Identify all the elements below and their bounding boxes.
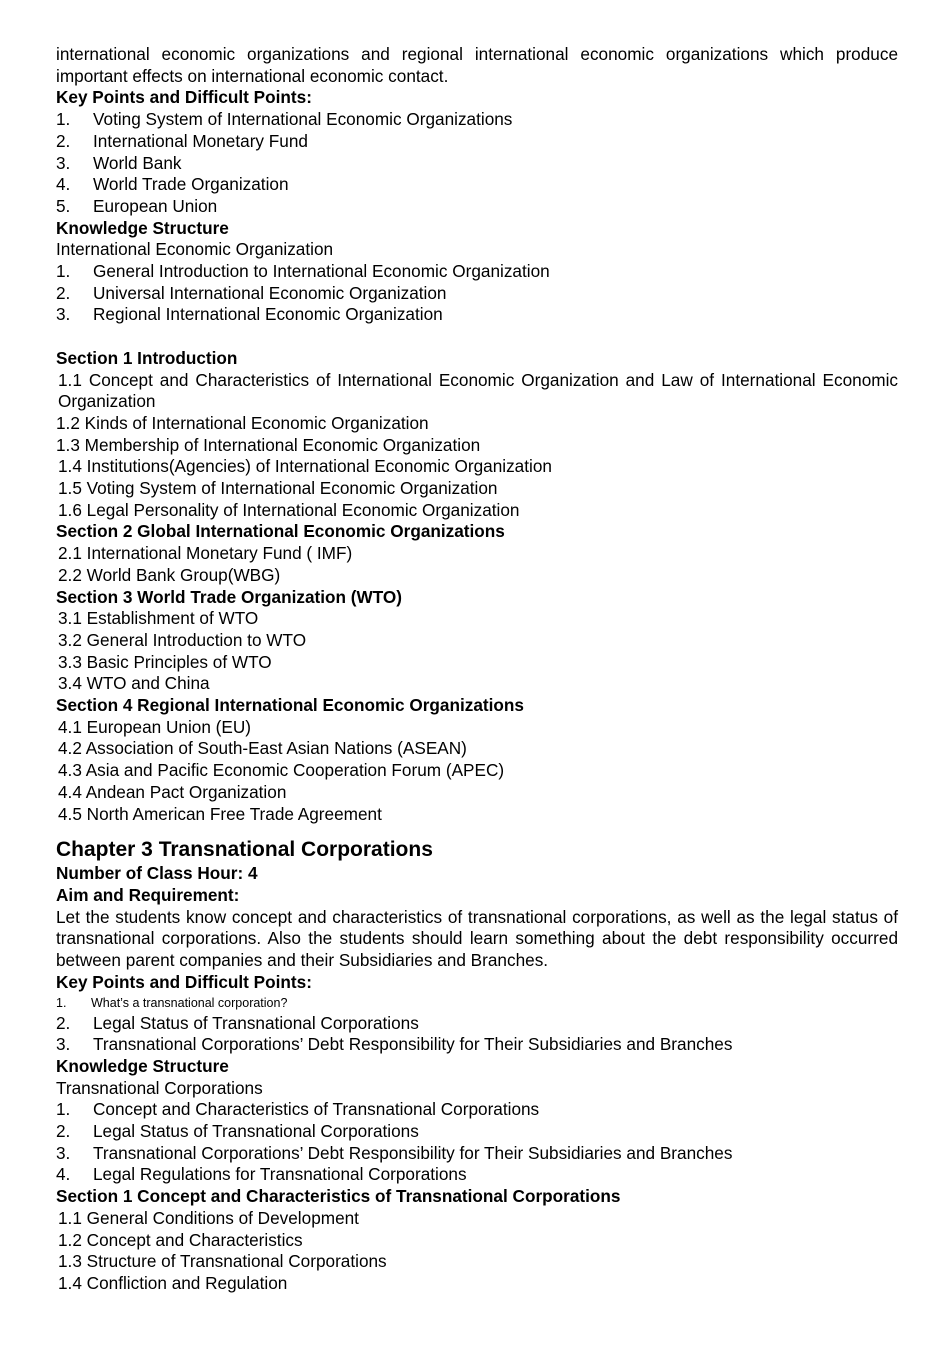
list-number: 1. [56, 995, 67, 1010]
list-item [56, 1034, 898, 1056]
list-number: 2. [56, 1121, 71, 1142]
list-item [56, 304, 898, 326]
list-text: World Bank [93, 152, 182, 173]
list-number: 3. [56, 152, 71, 173]
knowledge-structure-heading: Knowledge Structure [56, 1055, 229, 1076]
list-text: Legal Regulations for Transnational Corporations [93, 1164, 467, 1185]
list-number: 4. [56, 1164, 71, 1185]
section-item: 4.1 European Union (EU) [58, 716, 251, 737]
section-item: 4.4 Andean Pact Organization [58, 781, 287, 802]
list-text: Voting System of International Economic Organizations [93, 109, 513, 130]
section-item: 3.2 General Introduction to WTO [58, 629, 307, 650]
list-text: Legal Status of Transnational Corporations [93, 1012, 419, 1033]
list-number: 4. [56, 174, 71, 195]
list-text: Legal Status of Transnational Corporations [93, 1121, 419, 1142]
list-text: Regional International Economic Organization [93, 304, 443, 325]
section-item: 2.1 International Monetary Fund ( IMF) [58, 543, 353, 564]
list-text: European Union [93, 195, 218, 216]
knowledge-structure-title: International Economic Organization [56, 239, 334, 260]
key-points-list [56, 109, 898, 218]
section-heading: Section 1 Introduction [56, 347, 238, 368]
list-text: Concept and Characteristics of Transnational Corporations [93, 1099, 540, 1120]
list-item [56, 1143, 898, 1165]
list-item [56, 283, 898, 305]
list-number: 2. [56, 130, 71, 151]
list-text: What’s a transnational corporation? [91, 995, 288, 1010]
section-heading: Section 1 Concept and Characteristics of Transnational Corporations [56, 1186, 621, 1207]
section-heading: Section 2 Global International Economic Organizations [56, 521, 505, 542]
section-item: 1.1 General Conditions of Development [58, 1207, 359, 1228]
section-item: 1.4 Institutions(Agencies) of International Economic Organization [58, 456, 552, 477]
key-points-list [56, 996, 898, 1056]
section-item: 3.1 Establishment of WTO [58, 608, 259, 629]
list-item [56, 1121, 898, 1143]
chapter-title: Chapter 3 Transnational Corporations [56, 838, 433, 862]
section-item: 4.5 North American Free Trade Agreement [58, 803, 382, 824]
list-item [56, 1013, 898, 1035]
section-item: 3.3 Basic Principles of WTO [58, 651, 272, 672]
section-item: 1.2 Concept and Characteristics [58, 1229, 303, 1250]
list-text: Transnational Corporations’ Debt Responsibility for Their Subsidiaries and Branches [93, 1034, 733, 1055]
list-item [56, 1099, 898, 1121]
list-text: International Monetary Fund [93, 130, 308, 151]
section-item: 3.4 WTO and China [58, 673, 210, 694]
spacer [56, 825, 898, 837]
list-item [56, 153, 898, 175]
section-item: 1.5 Voting System of International Economic Organization [58, 478, 498, 499]
knowledge-structure-heading: Knowledge Structure [56, 217, 229, 238]
section-item: 4.3 Asia and Pacific Economic Cooperation Forum (APEC) [58, 760, 505, 781]
list-item [56, 996, 898, 1011]
list-item [56, 1164, 898, 1186]
list-item [56, 174, 898, 196]
list-text: Transnational Corporations’ Debt Responsibility for Their Subsidiaries and Branches [93, 1142, 733, 1163]
list-item [56, 131, 898, 153]
list-item [56, 261, 898, 283]
list-number: 3. [56, 1034, 71, 1055]
list-number: 5. [56, 195, 71, 216]
section-item: 1.6 Legal Personality of International Economic Organization [58, 499, 520, 520]
knowledge-structure-list [56, 1099, 898, 1186]
key-points-heading: Key Points and Difficult Points: [56, 971, 312, 992]
aim-paragraph: Let the students know concept and characteristics of transnational corporations, as well as the legal status of transnational corporations. Also the students should learn something about the debt responsibility occurred between parent companies and their Subsidiaries and Branches. [56, 906, 898, 971]
section-item: 1.3 Membership of International Economic Organization [56, 434, 481, 455]
section-item: 4.2 Association of South-East Asian Nations (ASEAN) [58, 738, 467, 759]
knowledge-structure-title: Transnational Corporations [56, 1077, 263, 1098]
list-number: 1. [56, 1099, 71, 1120]
section-heading: Section 3 World Trade Organization (WTO) [56, 586, 403, 607]
spacer [56, 326, 898, 348]
section-item: 1.2 Kinds of International Economic Organization [56, 412, 429, 433]
list-number: 2. [56, 1012, 71, 1033]
list-text: World Trade Organization [93, 174, 289, 195]
list-text: Universal International Economic Organization [93, 282, 447, 303]
list-text: General Introduction to International Economic Organization [93, 261, 550, 282]
list-item [56, 196, 898, 218]
intro-paragraph: international economic organizations and regional international economic organizations which produce important effects on international economic contact. [56, 44, 898, 86]
list-number: 1. [56, 109, 71, 130]
list-number: 3. [56, 304, 71, 325]
section-item: 2.2 World Bank Group(WBG) [58, 564, 281, 585]
list-number: 3. [56, 1142, 71, 1163]
class-hours: Number of Class Hour: 4 [56, 863, 258, 884]
section-heading: Section 4 Regional International Economic Organizations [56, 695, 524, 716]
document-page [56, 44, 898, 1295]
section-item: 1.4 Confliction and Regulation [58, 1272, 288, 1293]
section-item: 1.3 Structure of Transnational Corporations [58, 1251, 387, 1272]
list-number: 1. [56, 261, 71, 282]
section-item: 1.1 Concept and Characteristics of International Economic Organization and Law of International Economic Organization [58, 369, 898, 412]
list-number: 2. [56, 282, 71, 303]
knowledge-structure-list [56, 261, 898, 326]
key-points-heading: Key Points and Difficult Points: [56, 87, 312, 108]
aim-heading: Aim and Requirement: [56, 885, 240, 905]
list-item [56, 109, 898, 131]
